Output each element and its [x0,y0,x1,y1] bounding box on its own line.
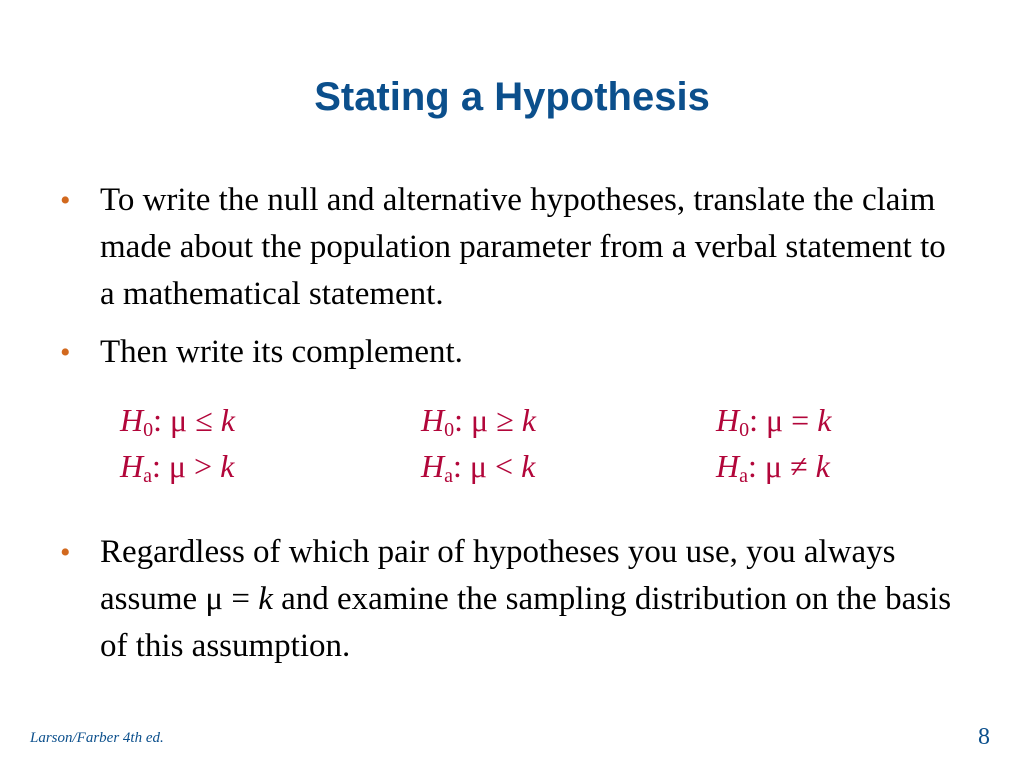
hyp-relation: : μ ≠ [748,448,816,484]
hyp-subscript: a [739,465,748,487]
bullet-icon: • [60,184,71,217]
hyp-relation: : μ > [152,448,221,484]
hyp-letter: H [120,402,144,438]
hyp-subscript: a [143,465,152,487]
alternative-hypothesis-ne [716,444,830,488]
hyp-subscript: 0 [143,419,154,441]
hyp-subscript: 0 [444,419,455,441]
hyp-variable: k [817,402,832,438]
bullet-item-assumption [60,529,960,670]
null-hypothesis-le [120,398,235,442]
hyp-variable: k [220,402,235,438]
bullet-text [100,529,960,670]
slide-title: Stating a Hypothesis [314,75,710,119]
bullet-item-translate [60,177,960,318]
hyp-variable: k [815,448,830,484]
hyp-variable: k [220,448,235,484]
page-number: 8 [978,724,990,750]
hyp-relation: : μ < [453,448,522,484]
bullet-text-before: Regardless of which pair of hypotheses you use, you always assume μ = [100,534,896,617]
bullet-text: To write the null and alternative hypotheses, translate the claim made about the population parameter from a verbal statement to a mathematical statement. [100,182,946,312]
bullet-item-complement [60,329,960,376]
null-hypothesis-eq [716,398,831,442]
null-hypothesis-ge [421,398,536,442]
hyp-relation: : μ ≥ [454,402,522,438]
hyp-letter: H [716,402,740,438]
hyp-relation: : μ ≤ [153,402,221,438]
hyp-letter: H [421,402,445,438]
bullet-icon: • [60,336,71,369]
hyp-letter: H [120,448,144,484]
hyp-letter: H [421,448,445,484]
bullet-icon: • [60,536,71,569]
alternative-hypothesis-gt [120,444,234,488]
hyp-relation: : μ = [749,402,818,438]
bullet-text: Then write its complement. [100,334,463,370]
hyp-subscript: a [444,465,453,487]
footer-citation: Larson/Farber 4th ed. [30,730,164,746]
bullet-text-after: and examine the sampling distribution on the basis of this assumption. [100,581,952,664]
hyp-letter: H [716,448,740,484]
hyp-variable: k [521,402,536,438]
hyp-variable: k [521,448,536,484]
bullet-text-variable: k [258,581,273,617]
alternative-hypothesis-lt [421,444,535,488]
hyp-subscript: 0 [739,419,750,441]
